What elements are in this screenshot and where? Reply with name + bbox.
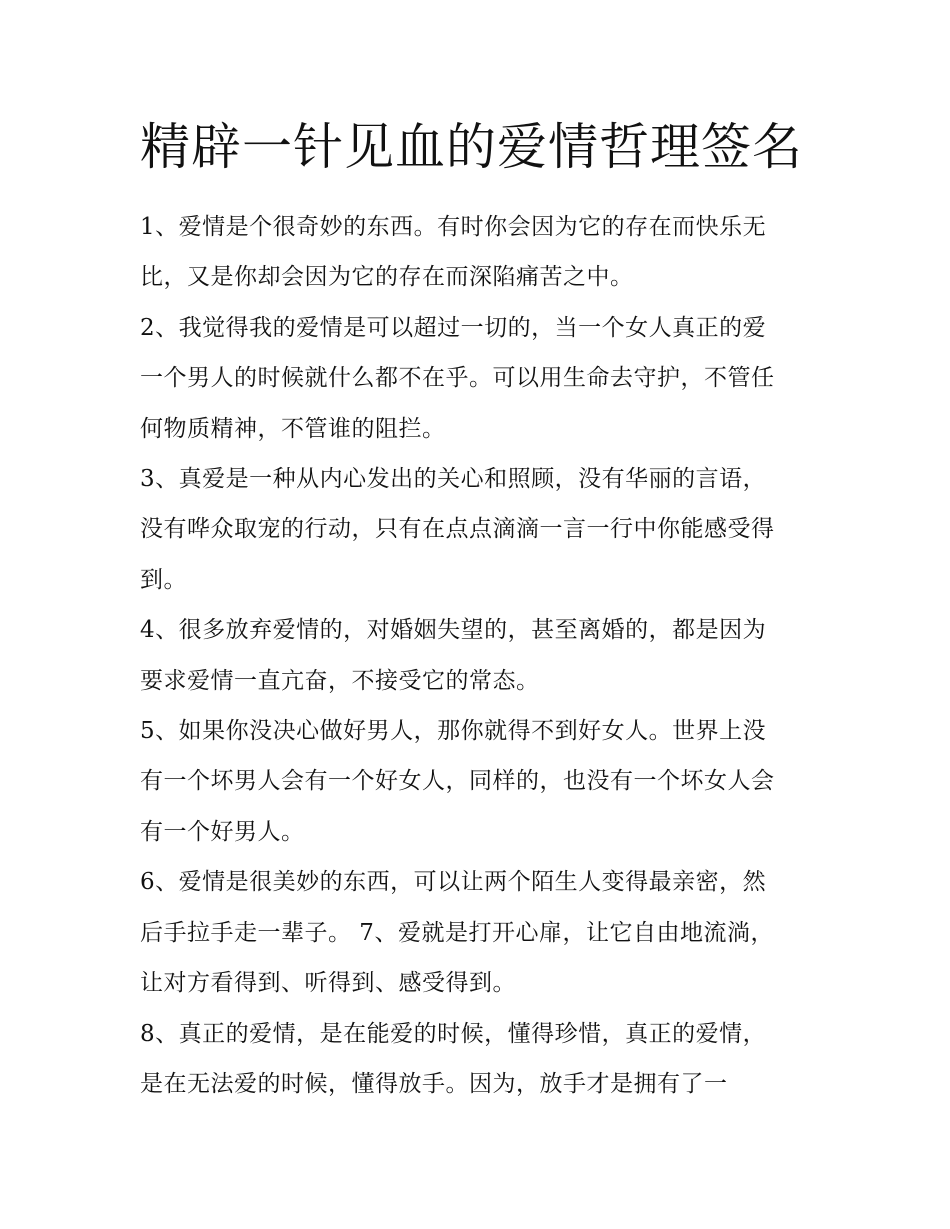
paragraph-3 xyxy=(140,454,815,605)
document-body xyxy=(140,202,815,1109)
paragraph-line: 5、如果你没决心做好男人，那你就得不到好女人。世界上没 xyxy=(140,718,767,745)
paragraph-line: 6、爱情是很美妙的东西，可以让两个陌生人变得最亲密，然 xyxy=(140,869,767,896)
paragraph-6 xyxy=(140,857,815,1008)
paragraph-line: 有一个坏男人会有一个好女人，同样的，也没有一个坏女人会 xyxy=(140,768,775,795)
paragraph-line: 1、爱情是个很奇妙的东西。有时你会因为它的存在而快乐无 xyxy=(140,214,767,240)
paragraph-5 xyxy=(140,706,815,857)
paragraph-line: 要求爱情一直亢奋，不接受它的常态。 xyxy=(140,667,540,694)
paragraph-7 xyxy=(140,1009,815,1110)
paragraph-2 xyxy=(140,303,815,454)
paragraph-4 xyxy=(140,605,815,706)
paragraph-line: 2、我觉得我的爱情是可以超过一切的，当一个女人真正的爱 xyxy=(140,314,767,341)
paragraph-line: 何物质精神，不管谁的阻拦。 xyxy=(140,415,446,442)
paragraph-line: 让对方看得到、听得到、感受得到。 xyxy=(140,970,516,997)
paragraph-line: 后手拉手走一辈子。 7、爱就是打开心扉，让它自由地流淌， xyxy=(140,919,774,946)
paragraph-line: 有一个好男人。 xyxy=(140,818,305,845)
paragraph-line: 到。 xyxy=(140,566,187,593)
paragraph-line: 3、真爱是一种从内心发出的关心和照顾，没有华丽的言语， xyxy=(140,466,767,493)
paragraph-line: 一个男人的时候就什么都不在乎。可以用生命去守护，不管任 xyxy=(140,365,775,392)
paragraph-line: 4、很多放弃爱情的，对婚姻失望的，甚至离婚的，都是因为 xyxy=(140,617,767,644)
paragraph-line: 是在无法爱的时候，懂得放手。因为，放手才是拥有了一 xyxy=(140,1070,728,1097)
paragraph-line: 8、真正的爱情，是在能爱的时候，懂得珍惜，真正的爱情， xyxy=(140,1020,767,1047)
paragraph-1 xyxy=(140,202,815,303)
paragraph-line: 没有哗众取宠的行动，只有在点点滴滴一言一行中你能感受得 xyxy=(140,516,775,543)
document-title: 精辟一针见血的爱情哲理签名 xyxy=(140,118,803,176)
paragraph-line: 比，又是你却会因为它的存在而深陷痛苦之中。 xyxy=(140,264,634,291)
